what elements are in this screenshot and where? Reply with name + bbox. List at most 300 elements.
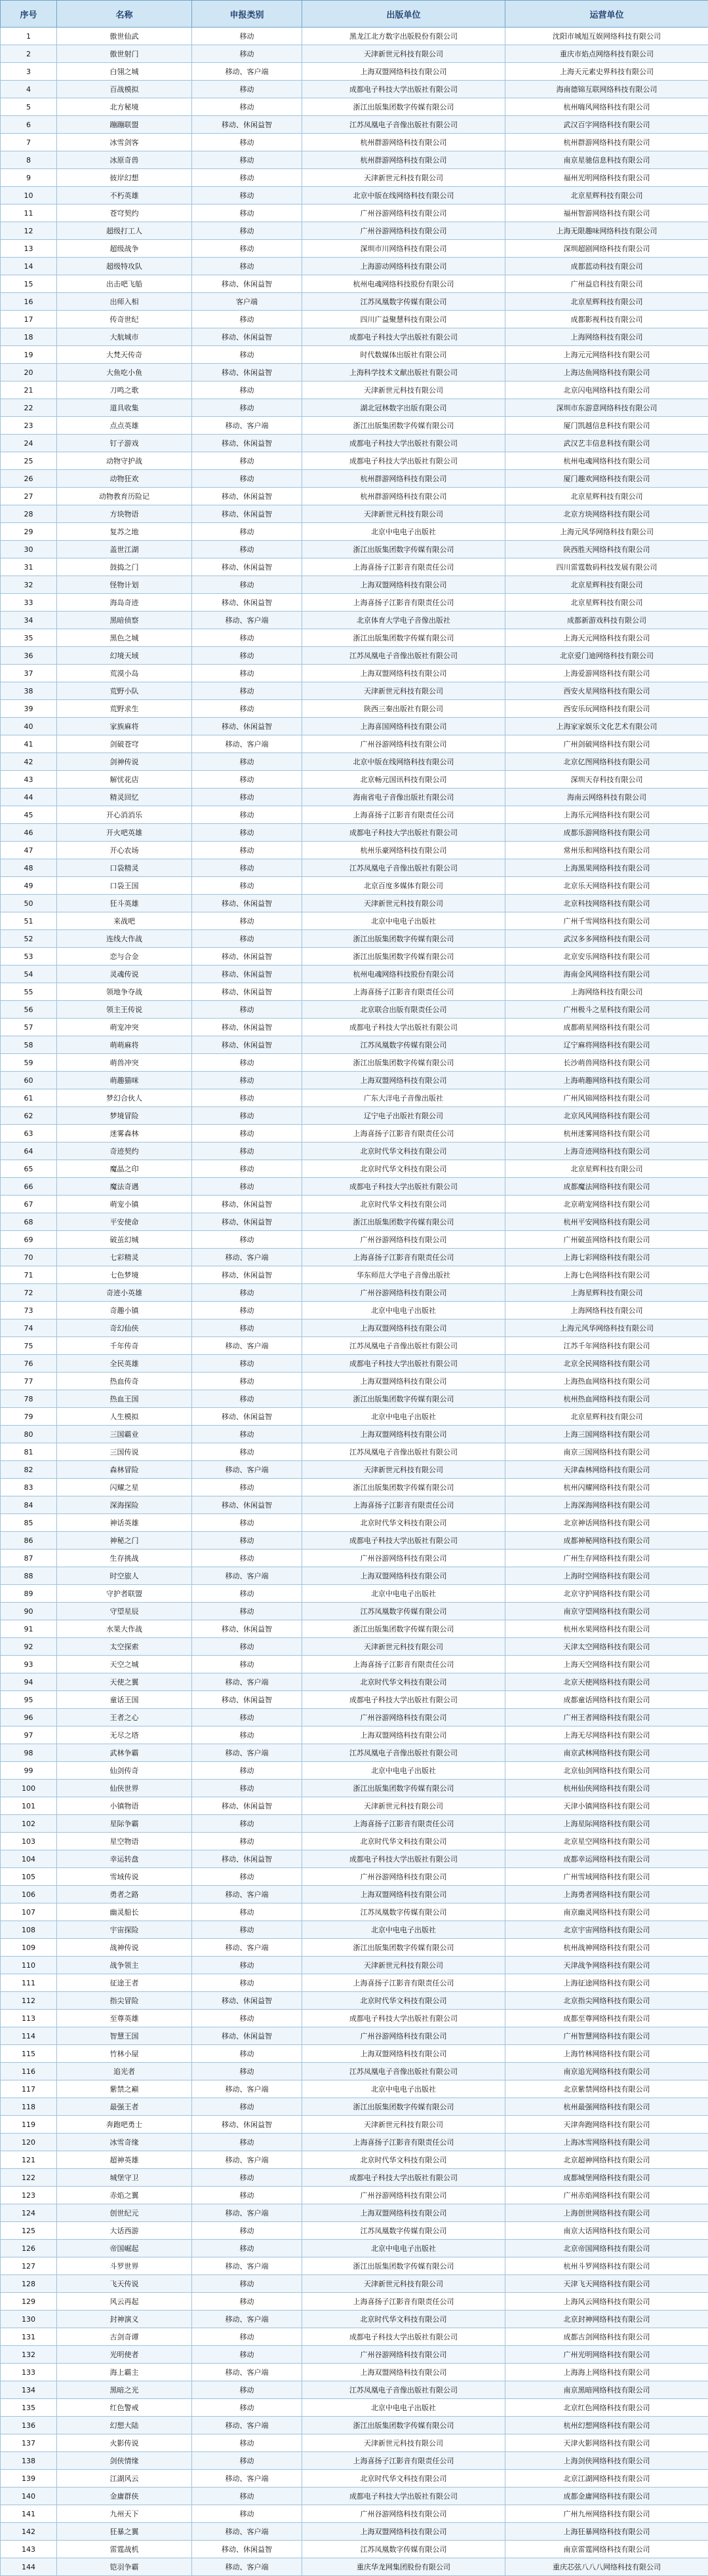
cell-index: 90	[1, 1603, 57, 1620]
table-row	[1, 2240, 708, 2257]
table-row	[1, 895, 708, 912]
cell-category: 移动	[192, 240, 302, 258]
cell-publisher: 上海双盟网络科技有限公司	[302, 665, 505, 682]
cell-publisher: 上海双盟网络科技有限公司	[302, 63, 505, 81]
cell-name: 勇者之路	[57, 1886, 192, 1903]
cell-name: 魔法奇遇	[57, 1178, 192, 1196]
cell-publisher: 北京中电电子出版社	[302, 523, 505, 541]
table-row	[1, 328, 708, 346]
cell-publisher: 北京中版在线网络科技有限公司	[302, 187, 505, 205]
cell-category: 移动	[192, 1815, 302, 1833]
cell-publisher: 北京时代华文科技有限公司	[302, 2151, 505, 2169]
cell-name: 幻境天域	[57, 647, 192, 665]
cell-category: 移动	[192, 824, 302, 842]
table-row	[1, 1567, 708, 1585]
cell-name: 北方秘境	[57, 98, 192, 116]
table-row	[1, 1673, 708, 1691]
cell-name: 萌兽冲突	[57, 1054, 192, 1072]
cell-operator: 上海萌趣网络科技有限公司	[505, 1072, 708, 1089]
cell-category: 移动	[192, 1638, 302, 1656]
cell-index: 89	[1, 1585, 57, 1603]
cell-index: 15	[1, 275, 57, 293]
cell-publisher: 广州谷游网络科技有限公司	[302, 1284, 505, 1302]
cell-index: 24	[1, 435, 57, 452]
cell-name: 蹦蹦联盟	[57, 116, 192, 134]
table-row	[1, 205, 708, 222]
cell-operator: 厦门趣欢网络科技有限公司	[505, 470, 708, 488]
cell-category: 移动、客户端	[192, 417, 302, 435]
cell-index: 53	[1, 948, 57, 966]
cell-category: 移动	[192, 28, 302, 45]
table-row	[1, 2116, 708, 2134]
cell-operator: 海南德锦互联网络科技有限公司	[505, 81, 708, 98]
cell-category: 客户端	[192, 293, 302, 311]
cell-name: 傲世仙武	[57, 28, 192, 45]
table-row	[1, 1532, 708, 1550]
cell-publisher: 上海科学技术文献出版社有限公司	[302, 364, 505, 381]
table-row	[1, 1125, 708, 1142]
cell-category: 移动	[192, 2328, 302, 2346]
cell-index: 59	[1, 1054, 57, 1072]
cell-index: 6	[1, 116, 57, 134]
cell-publisher: 上海游动网络科技有限公司	[302, 258, 505, 275]
cell-operator: 杭州嗨风网络科技有限公司	[505, 98, 708, 116]
cell-index: 84	[1, 1496, 57, 1514]
cell-publisher: 天津新世元科技有限公司	[302, 169, 505, 187]
cell-category: 移动、客户端	[192, 1673, 302, 1691]
cell-category: 移动	[192, 452, 302, 470]
cell-name: 超级打工人	[57, 222, 192, 240]
cell-name: 封神演义	[57, 2311, 192, 2328]
table-row	[1, 718, 708, 735]
table-row	[1, 1815, 708, 1833]
cell-name: 萌宠小镇	[57, 1196, 192, 1213]
cell-category: 移动、休闲益智	[192, 558, 302, 576]
cell-operator: 北京星辉科技有限公司	[505, 1160, 708, 1178]
cell-name: 时空旅人	[57, 1567, 192, 1585]
cell-publisher: 广州谷游网络科技有限公司	[302, 1868, 505, 1886]
cell-name: 小镇物语	[57, 1797, 192, 1815]
cell-category: 移动、休闲益智	[192, 895, 302, 912]
cell-category: 移动	[192, 1603, 302, 1620]
cell-publisher: 北京时代华文科技有限公司	[302, 2311, 505, 2328]
cell-category: 移动、休闲益智	[192, 1992, 302, 2010]
cell-publisher: 北京中电电子出版社	[302, 1408, 505, 1426]
cell-publisher: 浙江出版集团数字传媒有限公司	[302, 1939, 505, 1957]
table-row	[1, 1443, 708, 1461]
cell-publisher: 华东师范大学电子音像出版社	[302, 1266, 505, 1284]
cell-publisher: 天津新世元科技有限公司	[302, 505, 505, 523]
cell-index: 37	[1, 665, 57, 682]
cell-name: 智慧王国	[57, 2027, 192, 2045]
cell-operator: 上海狂暴网络科技有限公司	[505, 2523, 708, 2541]
cell-publisher: 上海喜扬子江影音有限责任公司	[302, 2293, 505, 2311]
cell-index: 56	[1, 1001, 57, 1019]
cell-name: 至尊英雄	[57, 2010, 192, 2027]
cell-publisher: 海南省电子音像出版社有限公司	[302, 789, 505, 806]
cell-index: 136	[1, 2417, 57, 2434]
cell-category: 移动	[192, 1390, 302, 1408]
cell-name: 连线大作战	[57, 930, 192, 948]
cell-index: 61	[1, 1089, 57, 1107]
cell-publisher: 成都电子科技大学出版社有限公司	[302, 1355, 505, 1373]
table-row	[1, 1921, 708, 1939]
cell-category: 移动	[192, 1355, 302, 1373]
cell-operator: 上海元风华网络科技有限公司	[505, 523, 708, 541]
cell-publisher: 北京时代华文科技有限公司	[302, 2470, 505, 2488]
table-row	[1, 1957, 708, 1974]
cell-name: 开心消消乐	[57, 806, 192, 824]
cell-category: 移动	[192, 81, 302, 98]
cell-index: 133	[1, 2364, 57, 2381]
cell-operator: 深圳天存科技有限公司	[505, 771, 708, 789]
cell-operator: 上海星辉科技有限公司	[505, 1284, 708, 1302]
cell-index: 64	[1, 1142, 57, 1160]
cell-category: 移动、客户端	[192, 63, 302, 81]
cell-publisher: 天津新世元科技有限公司	[302, 895, 505, 912]
cell-name: 战争领主	[57, 1957, 192, 1974]
cell-category: 移动、客户端	[192, 1337, 302, 1355]
cell-operator: 北京星辉科技有限公司	[505, 187, 708, 205]
cell-name: 九州天下	[57, 2505, 192, 2523]
cell-operator: 北京爱门迪网络科技有限公司	[505, 647, 708, 665]
cell-publisher: 上海喜扬子江影音有限责任公司	[302, 983, 505, 1001]
table-row	[1, 488, 708, 505]
table-row	[1, 966, 708, 983]
cell-publisher: 上海双盟网络科技有限公司	[302, 1426, 505, 1443]
cell-name: 光明使者	[57, 2346, 192, 2364]
table-row	[1, 700, 708, 718]
cell-index: 88	[1, 1567, 57, 1585]
cell-operator: 上海无尽网络科技有限公司	[505, 1727, 708, 1744]
table-row	[1, 2204, 708, 2222]
cell-category: 移动	[192, 187, 302, 205]
table-row	[1, 151, 708, 169]
cell-operator: 辽宁麻将网络科技有限公司	[505, 1036, 708, 1054]
cell-index: 19	[1, 346, 57, 364]
cell-index: 76	[1, 1355, 57, 1373]
table-row	[1, 1727, 708, 1744]
cell-publisher: 北京时代华文科技有限公司	[302, 1142, 505, 1160]
table-row	[1, 1231, 708, 1249]
cell-category: 移动、休闲益智	[192, 1019, 302, 1036]
cell-name: 火影传说	[57, 2434, 192, 2452]
table-row	[1, 2505, 708, 2523]
cell-index: 65	[1, 1160, 57, 1178]
cell-publisher: 成都电子科技大学出版社有限公司	[302, 1019, 505, 1036]
cell-operator: 上海网络科技有限公司	[505, 983, 708, 1001]
cell-name: 赤焰之翼	[57, 2187, 192, 2204]
cell-operator: 南京幽灵网络科技有限公司	[505, 1903, 708, 1921]
table-row	[1, 1089, 708, 1107]
cell-operator: 北京星辉科技有限公司	[505, 576, 708, 594]
cell-name: 童话王国	[57, 1691, 192, 1709]
cell-operator: 成都萌星网络科技有限公司	[505, 1019, 708, 1036]
cell-publisher: 江苏凤凰电子音像出版社有限公司	[302, 116, 505, 134]
cell-publisher: 成都电子科技大学出版社有限公司	[302, 1691, 505, 1709]
cell-name: 红色警戒	[57, 2399, 192, 2417]
cell-name: 大航城市	[57, 328, 192, 346]
cell-index: 99	[1, 1762, 57, 1780]
cell-category: 移动、休闲益智	[192, 505, 302, 523]
cell-name: 金庸群侠	[57, 2488, 192, 2505]
cell-name: 不朽英雄	[57, 187, 192, 205]
cell-category: 移动	[192, 1319, 302, 1337]
table-row	[1, 28, 708, 45]
cell-publisher: 北京时代华文科技有限公司	[302, 1833, 505, 1850]
cell-operator: 广州光明网络科技有限公司	[505, 2346, 708, 2364]
table-row	[1, 222, 708, 240]
cell-name: 幸运转盘	[57, 1850, 192, 1868]
table-row	[1, 2080, 708, 2098]
cell-publisher: 上海喜扬子江影音有限责任公司	[302, 1125, 505, 1142]
cell-operator: 南京守望网络科技有限公司	[505, 1603, 708, 1620]
cell-category: 移动	[192, 2063, 302, 2080]
cell-publisher: 江苏凤凰数字传媒有限公司	[302, 2222, 505, 2240]
cell-index: 72	[1, 1284, 57, 1302]
table-row	[1, 2346, 708, 2364]
cell-name: 太空探索	[57, 1638, 192, 1656]
cell-operator: 厦门凯越信息科技有限公司	[505, 417, 708, 435]
cell-category: 移动	[192, 806, 302, 824]
cell-category: 移动	[192, 1532, 302, 1550]
cell-category: 移动、客户端	[192, 1886, 302, 1903]
cell-publisher: 成都电子科技大学出版社有限公司	[302, 1850, 505, 1868]
cell-name: 鼓捣之门	[57, 558, 192, 576]
cell-index: 98	[1, 1744, 57, 1762]
cell-name: 荒野小队	[57, 682, 192, 700]
cell-publisher: 上海双盟网络科技有限公司	[302, 1373, 505, 1390]
cell-name: 帝国崛起	[57, 2240, 192, 2257]
cell-name: 超级特攻队	[57, 258, 192, 275]
cell-publisher: 江苏凤凰电子音像出版社有限公司	[302, 2381, 505, 2399]
table-row	[1, 1656, 708, 1673]
cell-operator: 成都乐游网络科技有限公司	[505, 824, 708, 842]
cell-category: 移动	[192, 541, 302, 558]
cell-publisher: 杭州电魂网络科技股份有限公司	[302, 966, 505, 983]
cell-operator: 北京星辉科技有限公司	[505, 488, 708, 505]
cell-publisher: 上海双盟网络科技有限公司	[302, 1567, 505, 1585]
cell-operator: 上海天元网络科技有限公司	[505, 629, 708, 647]
cell-category: 移动	[192, 1373, 302, 1390]
cell-name: 森林冒险	[57, 1461, 192, 1479]
cell-index: 144	[1, 2558, 57, 2576]
cell-name: 武林争霸	[57, 1744, 192, 1762]
table-row	[1, 2063, 708, 2080]
cell-index: 1	[1, 28, 57, 45]
cell-operator: 西安火星网络科技有限公司	[505, 682, 708, 700]
cell-index: 73	[1, 1302, 57, 1319]
cell-operator: 上海天元素史界科技有限公司	[505, 63, 708, 81]
cell-name: 钉子游戏	[57, 435, 192, 452]
cell-publisher: 江苏凤凰数字传媒有限公司	[302, 1603, 505, 1620]
cell-index: 74	[1, 1319, 57, 1337]
cell-publisher: 北京百度多媒体有限公司	[302, 877, 505, 895]
header-publisher: 出版单位	[302, 1, 505, 28]
cell-index: 68	[1, 1213, 57, 1231]
cell-category: 移动、休闲益智	[192, 1266, 302, 1284]
cell-operator: 北京超神网络科技有限公司	[505, 2151, 708, 2169]
cell-name: 百战模拟	[57, 81, 192, 98]
cell-category: 移动	[192, 753, 302, 771]
cell-publisher: 浙江出版集团数字传媒有限公司	[302, 629, 505, 647]
cell-operator: 北京亿图网络科技有限公司	[505, 753, 708, 771]
cell-category: 移动	[192, 381, 302, 399]
cell-publisher: 广东大洋电子音像出版社	[302, 1089, 505, 1107]
cell-name: 梦幻合伙人	[57, 1089, 192, 1107]
table-row	[1, 452, 708, 470]
cell-index: 125	[1, 2222, 57, 2240]
cell-publisher: 成都电子科技大学出版社有限公司	[302, 81, 505, 98]
cell-index: 132	[1, 2346, 57, 2364]
cell-publisher: 上海双盟网络科技有限公司	[302, 2364, 505, 2381]
cell-name: 神话英雄	[57, 1514, 192, 1532]
cell-publisher: 广州谷游网络科技有限公司	[302, 1550, 505, 1567]
cell-name: 深海探险	[57, 1496, 192, 1514]
cell-name: 恋与合金	[57, 948, 192, 966]
cell-publisher: 陕西三秦出版社有限公司	[302, 700, 505, 718]
cell-operator: 北京星辉科技有限公司	[505, 1408, 708, 1426]
cell-category: 移动	[192, 2010, 302, 2027]
cell-publisher: 江苏凤凰电子音像出版社有限公司	[302, 2063, 505, 2080]
cell-index: 130	[1, 2311, 57, 2328]
cell-publisher: 江苏凤凰电子音像出版社有限公司	[302, 647, 505, 665]
table-row	[1, 311, 708, 328]
cell-operator: 北京科技网络科技有限公司	[505, 895, 708, 912]
cell-name: 彼岸幻想	[57, 169, 192, 187]
cell-index: 46	[1, 824, 57, 842]
cell-category: 移动、客户端	[192, 1744, 302, 1762]
cell-name: 冰雪奇缘	[57, 2134, 192, 2151]
cell-operator: 成都至尊网络科技有限公司	[505, 2010, 708, 2027]
cell-index: 54	[1, 966, 57, 983]
cell-category: 移动	[192, 930, 302, 948]
table-row	[1, 789, 708, 806]
cell-publisher: 北京时代华文科技有限公司	[302, 1673, 505, 1691]
cell-index: 14	[1, 258, 57, 275]
cell-operator: 广州生存网络科技有限公司	[505, 1550, 708, 1567]
table-row	[1, 930, 708, 948]
cell-name: 灵魂传说	[57, 966, 192, 983]
cell-publisher: 上海喜扬子江影音有限责任公司	[302, 1656, 505, 1673]
cell-index: 124	[1, 2204, 57, 2222]
cell-index: 3	[1, 63, 57, 81]
table-row	[1, 134, 708, 151]
cell-operator: 天津小镇网络科技有限公司	[505, 1797, 708, 1815]
cell-index: 10	[1, 187, 57, 205]
table-row	[1, 346, 708, 364]
cell-category: 移动	[192, 2222, 302, 2240]
cell-index: 93	[1, 1656, 57, 1673]
cell-publisher: 四川广益聚慧科技有限公司	[302, 311, 505, 328]
cell-operator: 成都新游戏科技有限公司	[505, 612, 708, 629]
cell-category: 移动	[192, 771, 302, 789]
cell-index: 113	[1, 2010, 57, 2027]
cell-publisher: 成都电子科技大学出版社有限公司	[302, 824, 505, 842]
cell-category: 移动	[192, 2434, 302, 2452]
table-row	[1, 1160, 708, 1178]
table-row	[1, 63, 708, 81]
cell-publisher: 浙江出版集团数字传媒有限公司	[302, 1213, 505, 1231]
cell-name: 星际争霸	[57, 1815, 192, 1833]
cell-name: 冰雪剑客	[57, 134, 192, 151]
table-row	[1, 2417, 708, 2434]
cell-name: 点点英雄	[57, 417, 192, 435]
cell-publisher: 成都电子科技大学出版社有限公司	[302, 2169, 505, 2187]
cell-index: 140	[1, 2488, 57, 2505]
cell-operator: 北京风风网络科技有限公司	[505, 1107, 708, 1125]
table-row	[1, 682, 708, 700]
cell-publisher: 成都电子科技大学出版社有限公司	[302, 1178, 505, 1196]
cell-index: 117	[1, 2080, 57, 2098]
cell-operator: 天津飞天网络科技有限公司	[505, 2275, 708, 2293]
table-row	[1, 859, 708, 877]
cell-name: 苍穹契约	[57, 205, 192, 222]
cell-operator: 成都城堡网络科技有限公司	[505, 2169, 708, 2187]
cell-category: 移动	[192, 1231, 302, 1249]
cell-name: 傲世射门	[57, 45, 192, 63]
cell-publisher: 北京中电电子出版社	[302, 1921, 505, 1939]
table-row	[1, 647, 708, 665]
table-row	[1, 98, 708, 116]
cell-operator: 杭州水果网络科技有限公司	[505, 1620, 708, 1638]
cell-category: 移动	[192, 2045, 302, 2063]
cell-index: 42	[1, 753, 57, 771]
table-row	[1, 523, 708, 541]
cell-operator: 重庆市焰点网络科技有限公司	[505, 45, 708, 63]
cell-name: 奇幻仙侠	[57, 1319, 192, 1337]
cell-category: 移动	[192, 1514, 302, 1532]
table-row	[1, 2523, 708, 2541]
cell-index: 112	[1, 1992, 57, 2010]
cell-category: 移动	[192, 1001, 302, 1019]
cell-publisher: 广州谷游网络科技有限公司	[302, 735, 505, 753]
cell-index: 44	[1, 789, 57, 806]
cell-operator: 成都古剑网络科技有限公司	[505, 2328, 708, 2346]
table-row	[1, 824, 708, 842]
cell-operator: 杭州闪耀网络科技有限公司	[505, 1479, 708, 1496]
cell-index: 96	[1, 1709, 57, 1727]
cell-name: 雷霆战机	[57, 2541, 192, 2558]
cell-name: 奇迹小英雄	[57, 1284, 192, 1302]
cell-index: 81	[1, 1443, 57, 1461]
cell-category: 移动、休闲益智	[192, 116, 302, 134]
cell-index: 33	[1, 594, 57, 612]
cell-index: 134	[1, 2381, 57, 2399]
cell-name: 萌趣猫咪	[57, 1072, 192, 1089]
table-row	[1, 1408, 708, 1426]
cell-index: 142	[1, 2523, 57, 2541]
table-row	[1, 1178, 708, 1196]
cell-name: 剑破苍穹	[57, 735, 192, 753]
cell-operator: 福州光明网络科技有限公司	[505, 169, 708, 187]
cell-index: 45	[1, 806, 57, 824]
cell-operator: 南京追光网络科技有限公司	[505, 2063, 708, 2080]
cell-index: 17	[1, 311, 57, 328]
cell-operator: 上海征途网络科技有限公司	[505, 1974, 708, 1992]
cell-publisher: 上海双盟网络科技有限公司	[302, 1072, 505, 1089]
table-row	[1, 629, 708, 647]
cell-operator: 成都童话网络科技有限公司	[505, 1691, 708, 1709]
cell-name: 领主王传说	[57, 1001, 192, 1019]
cell-operator: 北京宇宙网络科技有限公司	[505, 1921, 708, 1939]
table-row	[1, 948, 708, 966]
cell-operator: 上海热血网络科技有限公司	[505, 1373, 708, 1390]
cell-name: 传奇世纪	[57, 311, 192, 328]
table-row	[1, 2558, 708, 2576]
cell-operator: 北京红色网络科技有限公司	[505, 2399, 708, 2417]
table-row	[1, 2470, 708, 2488]
